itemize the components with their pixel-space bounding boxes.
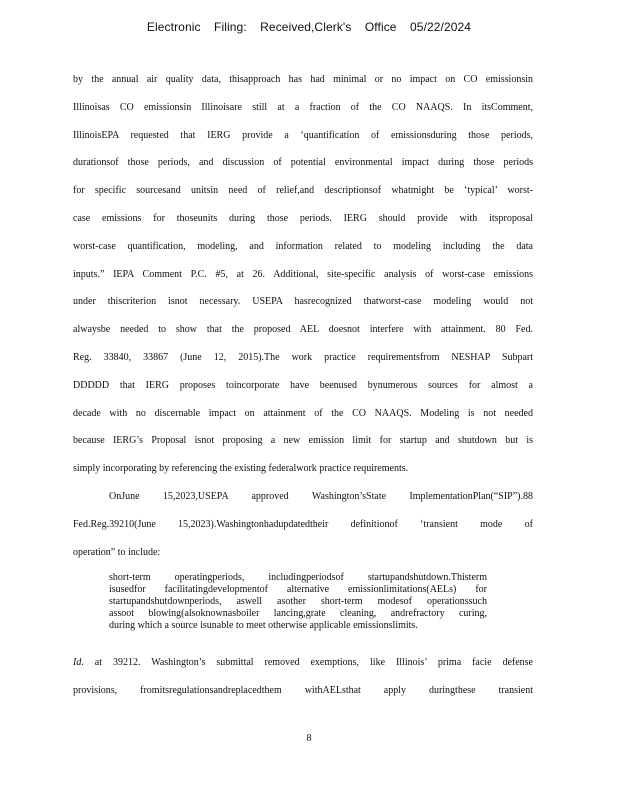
paragraph-1 <box>73 73 533 490</box>
block-quote <box>109 572 487 631</box>
text-line-rest: . at 39212. Washington’s submittal removed exemptions, like Illinois’ prima facie defense <box>81 657 533 668</box>
filing-stamp-header: Electronic Filing: Received,Clerk's Office 05/22/2024 <box>146 20 472 34</box>
text-line: durationsof those periods, and discussion of potential environmental impact during those periods <box>73 157 533 169</box>
text-line: Illinoisas CO emissionsin Illinoisare still at a fraction of the CO NAAQS. In itsComment, <box>73 101 533 113</box>
text-line: by the annual air quality data, thisapproach has had minimal or no impact on CO emissionsin <box>73 74 533 85</box>
quote-line: assoot blowing(alsoknownasboiler lancing,grate cleaning, andrefractory curing, <box>109 607 487 619</box>
text-line <box>73 656 533 684</box>
quote-line: isusedfor facilitatingdevelopmentof alternative emissionlimitations(AELs) for <box>109 583 487 595</box>
text-line: decade with no discernable impact on attainment of the CO NAAQS. Modeling is not needed <box>73 407 533 419</box>
text-line: case emissions for thoseunits during those periods. IERG should provide with itsproposal <box>73 212 533 224</box>
text-line: because IERG’s Proposal isnot proposing a new emission limit for startup and shutdown but is <box>73 435 533 447</box>
quote-line: during which a source isunable to meet otherwise applicable emissionslimits. <box>109 619 418 631</box>
text-line: inputs.” IEPA Comment P.C. #5, at 26. Additional, site-specific analysis of worst-case emissions <box>73 268 533 280</box>
text-line: alwaysbe needed to show that the proposed AEL doesnot interfere with attainment. 80 Fed. <box>73 324 533 336</box>
text-line: provisions, fromitsregulationsandreplacedthem withAELsthat apply duringthese transient <box>73 684 533 696</box>
paragraph-3 <box>73 656 533 712</box>
text-line: for specific sourcesand unitsin need of relief,and descriptionsof whatmight be ‘typical’ worst- <box>73 185 533 197</box>
text-line: OnJune 15,2023,USEPA approved Washington’sState ImplementationPlan(“SIP”).88 <box>109 491 533 502</box>
text-line: Fed.Reg.39210(June 15,2023).Washingtonhadupdatedtheir definitionof ‘transient mode of <box>73 518 533 530</box>
paragraph-2 <box>73 490 533 573</box>
quote-line: short-term operatingperiods, includingperiodsof startupandshutdown.Thisterm <box>109 572 487 583</box>
text-line: operation” to include: <box>73 546 161 558</box>
id-citation: Id <box>73 657 82 668</box>
text-line: IllinoisEPA requested that IERG provide a ‘quantification of emissionsduring those periods, <box>73 129 533 141</box>
text-line: under thiscriterion isnot necessary. USEPA hasrecognized thatworst-case modeling would not <box>73 296 533 308</box>
page-number: 8 <box>306 733 312 744</box>
text-line: simply incorporating by referencing the existing federalwork practice requirements. <box>73 463 409 475</box>
quote-line: startupandshutdownperiods, aswell asother short-term modesof operationssuch <box>109 595 487 607</box>
text-line: DDDDD that IERG proposes toincorporate have beenused bynumerous sources for almost a <box>73 379 533 391</box>
text-line: worst-case quantification, modeling, and information related to modeling including the data <box>73 240 533 252</box>
text-line: Reg. 33840, 33867 (June 12, 2015).The work practice requirementsfrom NESHAP Subpart <box>73 351 533 363</box>
